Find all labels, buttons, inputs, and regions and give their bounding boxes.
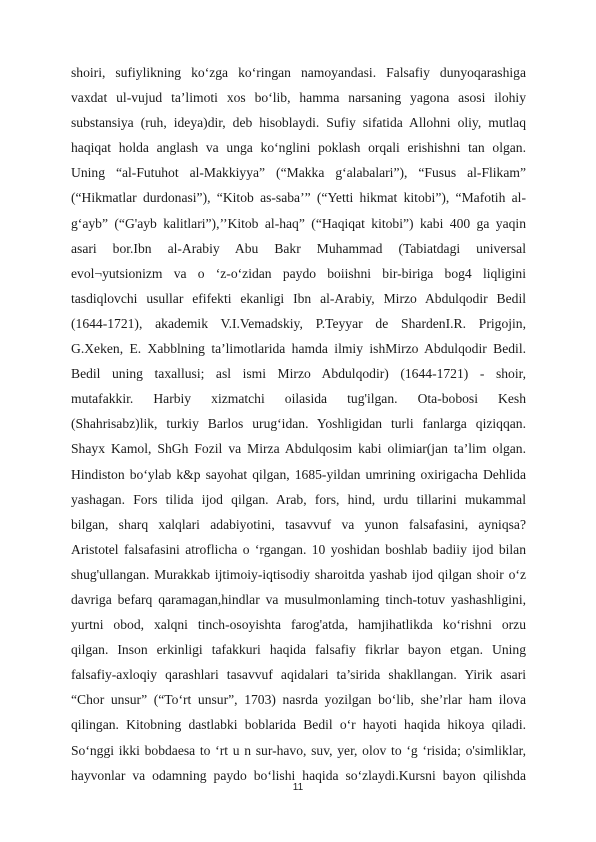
text-line: bilgan, sharq xalqlari adabiyotini, tasavvuf va yunon falsafasini, ayniqsa?	[71, 516, 526, 532]
text-line: Uning “al-Futuhot al-Makkiyya” (“Makka g‘alabalari”), “Fusus al-Flikam”	[71, 165, 526, 181]
text-line: yashagan. Fors tilida ijod qilgan. Arab, fors, hind, urdu tillarini mukammal	[71, 491, 526, 507]
text-line: haqiqat holda anglash va unga ko‘nglini poklash orqali erishishni tan olgan.	[71, 140, 526, 156]
text-line: G.Xeken, E. Xabblning ta’limotlarida hamda ilmiy ishMirzo Abdulqodir Bedil.	[71, 341, 526, 357]
text-line: davriga befarq qaramagan,hindlar va musulmonlaming tinch-totuv yashashligini,	[71, 591, 526, 607]
page-number: 11	[292, 782, 304, 793]
text-line: shug'ullangan. Murakkab ijtimoiy-iqtisodiy sharoitda yashab ijod qilgan shoir o‘z	[71, 566, 526, 582]
text-line: falsafiy-axloqiy qarashlari tasavvuf aqidalari ta’sirida shakllangan. Yirik asari	[71, 667, 526, 683]
text-line: vaxdat ul-vujud ta’limoti xos bo‘lib, hamma narsaning yagona asosi ilohiy	[71, 90, 526, 106]
text-line: asari bor.Ibn al-Arabiy Abu Bakr Muhammad (Tabiatdagi universal	[71, 240, 526, 256]
text-line: “Chor unsur” (“To‘rt unsur”, 1703) nasrda yozilgan bo‘lib, she’rlar ham ilova	[71, 692, 526, 708]
text-line: Aristotel falsafasini atroflicha o ‘rgangan. 10 yoshidan boshlab badiiy ijod bilan	[71, 541, 526, 557]
text-line: So‘nggi ikki bobdaesa to ‘rt u n sur-havo, suv, yer, olov to ‘g ‘risida; o'simliklar,	[71, 742, 526, 758]
body-text	[71, 60, 526, 788]
text-line: (“Hikmatlar durdonasi”), “Kitob as-saba’” (“Yetti hikmat kitobi”), “Mafotih al-	[71, 190, 526, 206]
text-line: (Shahrisabz)lik, turkiy Barlos urug‘idan. Yoshligidan turli fanlarga qiziqqan.	[71, 416, 526, 432]
text-line: qilgan. Inson erkinligi tafakkuri haqida falsafiy fikrlar bayon etgan. Uning	[71, 642, 526, 658]
text-line: Hindiston bo‘ylab k&p sayohat qilgan, 1685-yildan umrining oxirigacha Dehlida	[71, 466, 526, 482]
text-line: evol¬yutsionizm va o ‘z-o‘zidan paydo boiishni bir-biriga bog4 liqligini	[71, 265, 526, 281]
text-line: (1644-1721), akademik V.I.Vemadskiy, P.Teyyar de ShardenI.R. Prigojin,	[71, 315, 526, 331]
text-line: shoiri, sufiylikning ko‘zga ko‘ringan namoyandasi. Falsafiy dunyoqarashiga	[71, 65, 526, 80]
text-line: Bedil uning taxallusi; asl ismi Mirzo Abdulqodir) (1644-1721) - shoir,	[71, 366, 526, 382]
text-line: qilingan. Kitobning dastlabki boblarida Bedil o‘r hayoti haqida hikoya qiladi.	[71, 717, 526, 733]
text-line: g‘ayb” (“G'ayb kalitlari”),’’Kitob al-haq” (“Haqiqat kitobi”) kabi 400 ga yaqin	[71, 215, 526, 231]
text-line: tasdiqlovchi usullar efifekti ekanligi Ibn al-Arabiy, Mirzo Abdulqodir Bedil	[71, 290, 526, 306]
text-line: hayvonlar va odamning paydo bo‘lishi haqida so‘zlaydi.Kursni bayon qilishda	[71, 767, 526, 783]
text-line: yurtni obod, xalqni tinch-osoyishta farog'atda, hamjihatlikda ko‘rishni orzu	[71, 617, 526, 633]
text-line: substansiya (ruh, ideya)dir, deb hisoblaydi. Sufiy sifatida Allohni oliy, mutlaq	[71, 115, 526, 131]
text-line: mutafakkir. Harbiy xizmatchi oilasida tug'ilgan. Ota-bobosi Kesh	[71, 391, 526, 407]
text-line: Shayx Kamol, ShGh Fozil va Mirza Abdulqosim kabi olimiar(jan ta’lim olgan.	[71, 441, 526, 457]
